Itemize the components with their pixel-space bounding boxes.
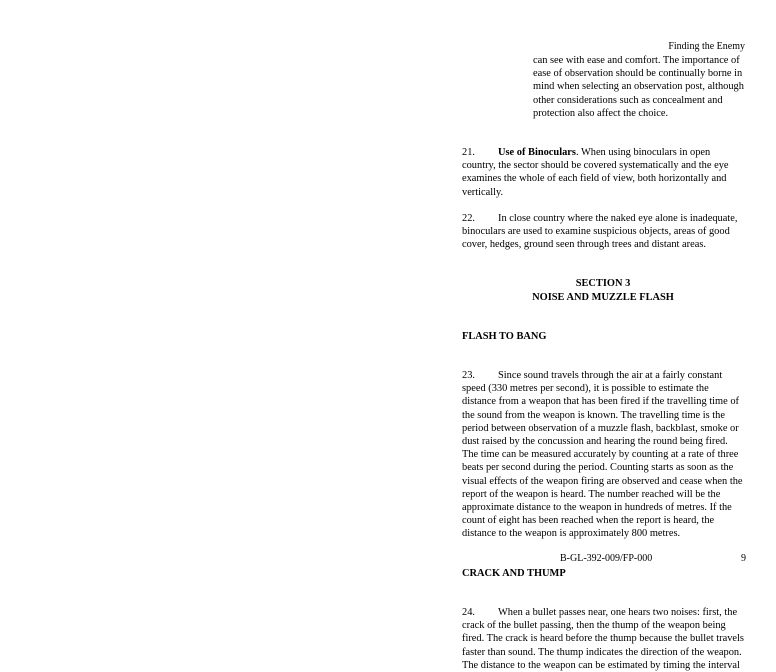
paragraph-21 [462,146,744,199]
running-header: Finding the Enemy [668,41,745,52]
paragraph-text: Since sound travels through the air at a fairly constant speed (330 metres per second), it is possible to estimate the distance from a weapon that has been fired if the travelling time of the sound from the weapon is known. The travelling time is the period between observation of a muzzle flash, backblast, smoke or dust raised by the concussion and hearing the round being fired. The time can be measured accurately by counting at a rate of three beats per second during the period. Counting starts as soon as the visual effects of the weapon firing are observed and cease when the report of the weapon is heard. The number reached will be the approximate distance to the weapon in hundreds of metres. If the count of eight has been reached when the report is heard, the distance to the weapon is approximately 800 metres. [462,370,743,540]
paragraph-text: In close country where the naked eye alone is inadequate, binoculars are used to examine suspicious objects, areas of good cover, hedges, ground seen through trees and distant areas. [462,212,738,251]
section-heading [462,277,744,303]
paragraph-text: . When using binoculars in open country, the sector should be covered systematically and the eye examines the whole of each field of view, both horizontally and vertically. [462,147,729,198]
paragraph-text: When a bullet passes near, one hears two noises: first, the crack of the bullet passing, then the thump of the weapon being fired. The crack is heard before the thump because the bullet travels faster than sound. The thump indicates the direction of the weapon. The distance to the weapon can be estimated by timing the interval [462,606,744,671]
section-title: NOISE AND MUZZLE FLASH [532,291,674,303]
paragraph-24 [462,606,744,672]
intro-block: can see with ease and comfort. The importance of ease of observation should be continually borne in mind when selecting an observation post, although other considerations such as concealment and protection also affect the choice. [533,55,744,119]
paragraph-number: 24. [462,606,475,618]
paragraph-title: Use of Binoculars [498,147,576,159]
paragraph-number: 23. [462,370,475,382]
paragraph-number: 21. [462,147,475,159]
page-body [462,54,744,672]
subheading-crack-and-thump: CRACK AND THUMP [462,567,566,579]
document-code: B-GL-392-009/FP-000 [560,553,653,564]
subheading-flash-to-bang: FLASH TO BANG [462,330,547,342]
paragraph-22 [462,212,744,252]
page-number: 9 [741,553,746,564]
section-number: SECTION 3 [575,278,631,290]
paragraph-23 [462,369,744,541]
paragraph-number: 22. [462,212,475,224]
